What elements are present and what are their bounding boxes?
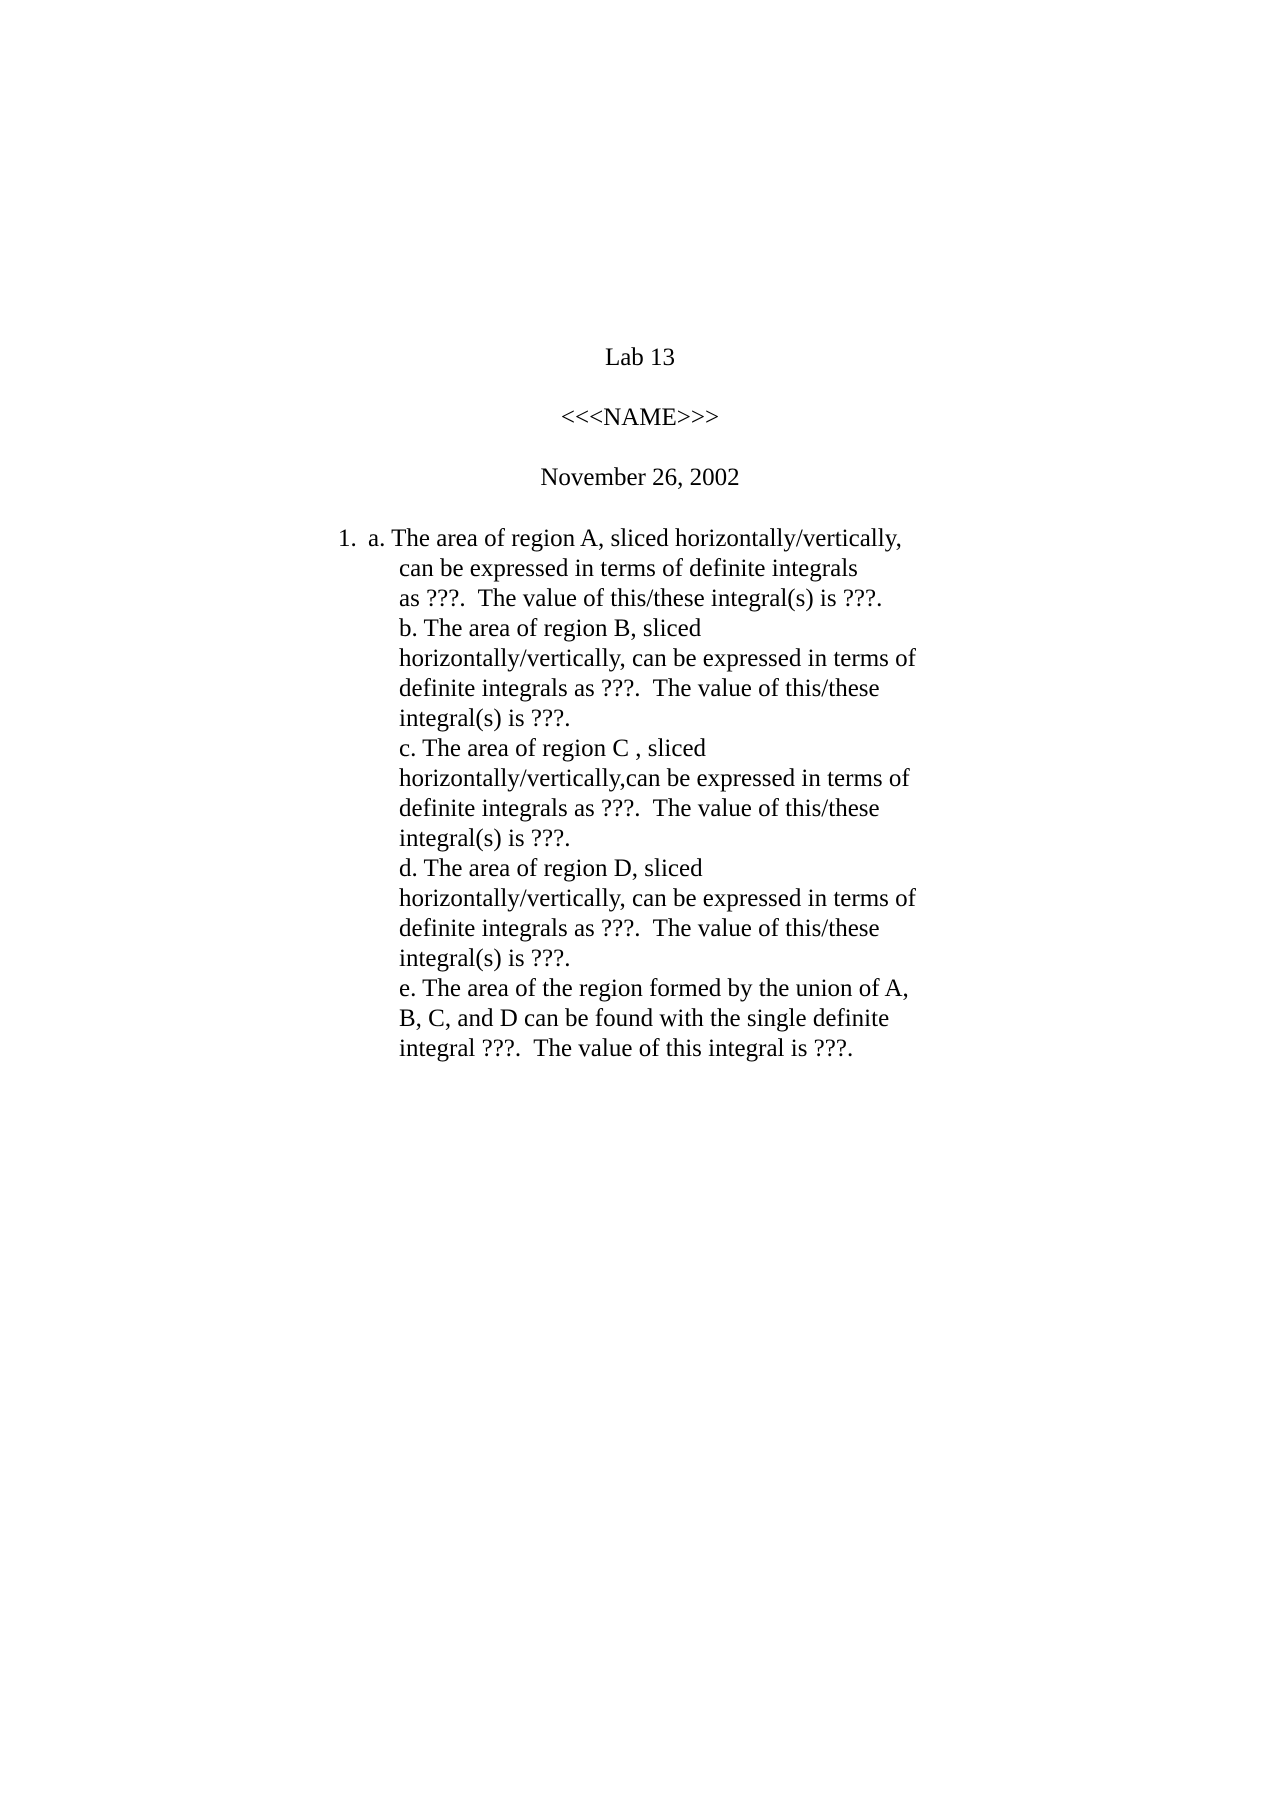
question-line: horizontally/vertically, can be expressed in terms of (399, 885, 916, 912)
question-line: integral(s) is ???. (399, 945, 571, 972)
question-line: b. The area of region B, sliced (399, 615, 702, 642)
question-line: can be expressed in terms of definite integrals (399, 555, 858, 582)
question-line: as ???. The value of this/these integral(s) is ???. (399, 585, 883, 612)
question-line: definite integrals as ???. The value of this/these (399, 915, 880, 942)
document-title: Lab 13 (604, 344, 676, 371)
question-line: integral ???. The value of this integral is ???. (399, 1035, 854, 1062)
question-line: horizontally/vertically, can be expressed in terms of (399, 645, 916, 672)
document-date: November 26, 2002 (540, 464, 740, 491)
question-line: a. The area of region A, sliced horizontally/vertically, (368, 525, 902, 552)
question-line: integral(s) is ???. (399, 705, 571, 732)
question-line: c. The area of region C , sliced (399, 735, 707, 762)
question-line: definite integrals as ???. The value of this/these (399, 675, 880, 702)
question-line: definite integrals as ???. The value of this/these (399, 795, 880, 822)
question-line: horizontally/vertically,can be expressed in terms of (399, 765, 910, 792)
question-line: e. The area of the region formed by the union of A, (399, 975, 909, 1002)
author-name: <<<NAME>>> (560, 404, 720, 431)
question-number: 1. (338, 525, 357, 552)
question-line: d. The area of region D, sliced (399, 855, 703, 882)
question-line: integral(s) is ???. (399, 825, 571, 852)
question-line: B, C, and D can be found with the single definite (399, 1005, 890, 1032)
